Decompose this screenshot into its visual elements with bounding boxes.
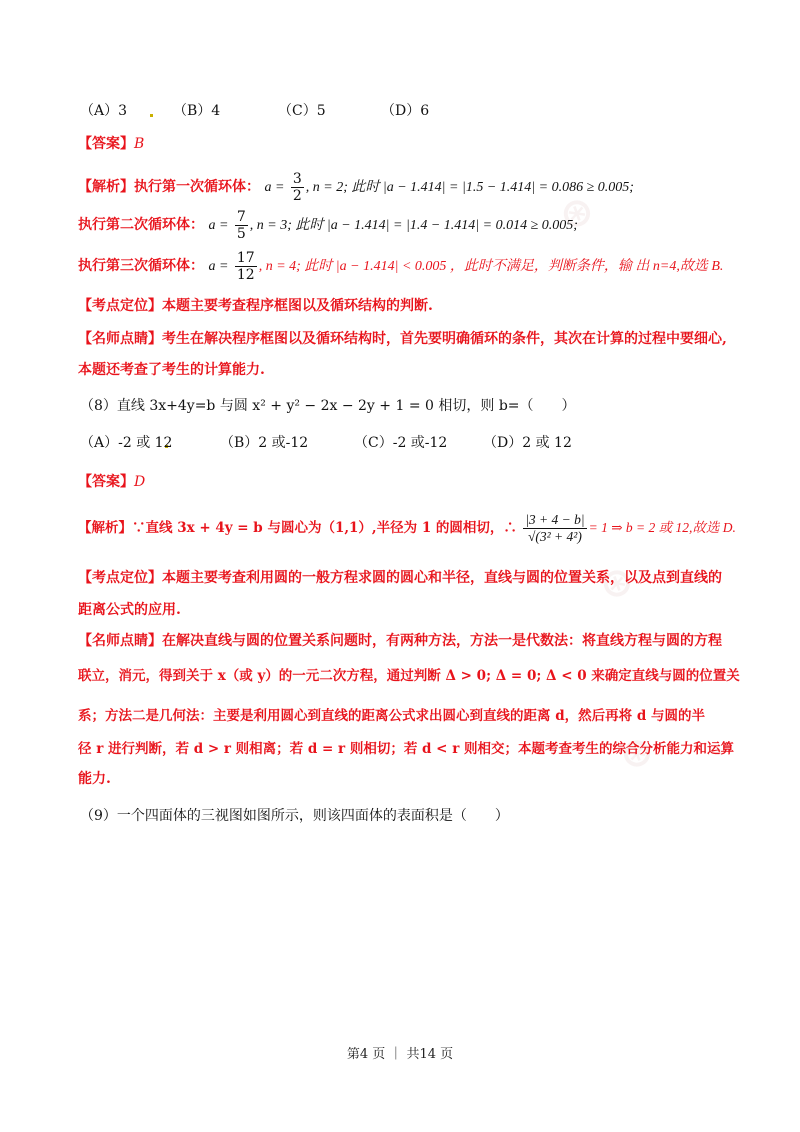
fraction: [235, 209, 248, 242]
analysis-pre: ∵直线 3x + 4y = b 与圆心为（1,1）,半径为 1 的圆相切，∴: [132, 520, 517, 536]
q7-kaodian: [78, 296, 433, 316]
q7-mingshi-line1: [78, 329, 727, 349]
q8-kaodian-line2: 距离公式的应用.: [78, 602, 181, 618]
q7-mingshi-line2: 本题还考查了考生的计算能力.: [78, 362, 265, 378]
option-c: （C）-2 或-12: [354, 435, 448, 451]
q8-mingshi-line5: 能力.: [78, 771, 111, 787]
fraction: [523, 512, 586, 545]
step-text: 执行第三次循环体：: [78, 258, 204, 274]
watermark: ⊛: [593, 555, 641, 611]
formula-a: a =: [264, 180, 285, 195]
q8-stem: （8）直线 3x+4y=b 与圆 x² + y² − 2x − 2y + 1 = 0 相切，则 b=（ ）: [80, 398, 576, 414]
q8-analysis: [78, 510, 736, 546]
option-b: （B）2 或-12: [220, 435, 309, 451]
formula-a: a =: [208, 259, 229, 274]
watermark: ⊛: [553, 185, 601, 241]
q8-kaodian-line1: [78, 568, 722, 588]
q9-stem: （9）一个四面体的三视图如图所示，则该四面体的表面积是（ ）: [80, 808, 509, 824]
formula-rest: , n = 4; 此时 |a − 1.414| < 0.005 ，此时不满足，判断条件，输 出 n=4,故选 B.: [258, 259, 724, 274]
formula-a: a =: [208, 218, 229, 233]
q7-step1: [78, 170, 634, 205]
mingshi-tag: 【名师点睛】: [78, 331, 162, 347]
formula-rest: , n = 3; 此时 |a − 1.414| = |1.4 − 1.414| = 0.014 ≥ 0.005;: [249, 218, 578, 233]
step-text: 执行第一次循环体：: [134, 179, 260, 195]
fraction: [291, 171, 304, 204]
fraction-numerator: 3: [292, 170, 302, 187]
mingshi-text: 考生在解决程序框图以及循环结构时，首先要明确循环的条件，其次在计算的过程中要细心,: [162, 331, 727, 347]
kaodian-text: 本题主要考查利用圆的一般方程求圆的圆心和半径，直线与圆的位置关系，以及点到直线的: [162, 570, 722, 586]
option-c: （C）5: [278, 103, 326, 119]
kaodian-tag: 【考点定位】: [78, 298, 162, 314]
fraction-numerator: |3 + 4 − b|: [525, 512, 585, 527]
answer-tag: 【答案】: [78, 136, 134, 152]
analysis-post: = 1 ⇒ b = 2 或 12,故选 D.: [588, 520, 736, 535]
kaodian-tag: 【考点定位】: [78, 570, 162, 586]
q7-step3: [78, 249, 723, 284]
kaodian-text: 本题主要考查程序框图以及循环结构的判断.: [162, 298, 433, 314]
answer-value: D: [134, 474, 146, 490]
mingshi-text: 在解决直线与圆的位置关系问题时，有两种方法，方法一是代数法：将直线方程与圆的方程: [162, 633, 722, 649]
fraction-denominator: √(3² + 4²): [527, 529, 582, 544]
q8-answer: [78, 472, 145, 492]
watermark: ⊛: [613, 725, 661, 781]
q7-step2: [78, 208, 578, 243]
analysis-tag: 【解析】: [78, 520, 132, 536]
q7-answer: [78, 134, 144, 154]
option-a: （A）-2 或 12: [80, 435, 173, 451]
q8-mingshi-line3: 系；方法二是几何法：主要是利用圆心到直线的距离公式求出圆心到直线的距离 d，然后再将 d 与圆的半: [78, 708, 705, 724]
option-d: （D）2 或 12: [483, 435, 572, 451]
q8-mingshi-line4: 径 r 进行判断，若 d > r 则相离；若 d = r 则相切；若 d < r 则相交；本题考查考生的综合分析能力和运算: [78, 741, 735, 757]
answer-tag: 【答案】: [78, 474, 134, 490]
q8-mingshi-line2: 联立，消元，得到关于 x（或 y）的一元二次方程，通过判断 Δ > 0; Δ = 0; Δ < 0 来确定直线与圆的位置关: [78, 668, 740, 684]
option-b: （B）4: [173, 103, 221, 119]
fraction-denominator: 12: [236, 266, 255, 283]
step-text: 执行第二次循环体：: [78, 217, 204, 233]
q8-options: [80, 433, 680, 453]
page-footer: 第4 页 ｜ 共14 页: [346, 1047, 454, 1062]
analysis-tag: 【解析】: [78, 179, 134, 195]
fraction-numerator: 17: [236, 249, 255, 266]
q8-mingshi-line1: [78, 631, 722, 651]
formula-rest: , n = 2; 此时 |a − 1.414| = |1.5 − 1.414| = 0.086 ≥ 0.005;: [305, 180, 634, 195]
fraction: [235, 250, 257, 283]
fraction-numerator: 7: [236, 208, 246, 225]
mingshi-tag: 【名师点睛】: [78, 633, 162, 649]
fraction-denominator: 5: [236, 225, 246, 242]
answer-value: B: [134, 136, 145, 152]
q7-options: [80, 101, 680, 121]
fraction-denominator: 2: [292, 187, 302, 204]
option-d: （D）6: [381, 103, 430, 119]
option-a: （A）3: [80, 103, 128, 119]
